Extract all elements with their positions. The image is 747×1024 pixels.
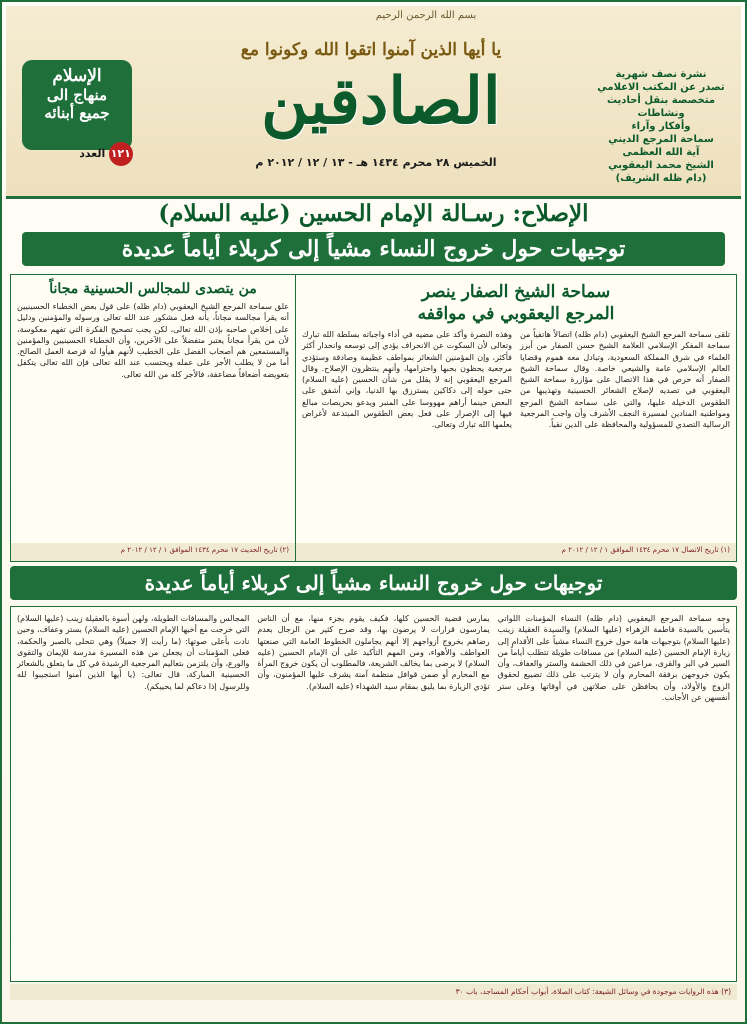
article-title: من يتصدى للمجالس الحسينية مجاناً (49, 281, 257, 297)
article-footnote: (١) تاريخ الاتصال ١٧ محرم ١٤٣٤ الموافق ١ / ١٢ / ٢٠١٢ م (296, 543, 736, 561)
basmala: بسم الله الرحمن الرحيم (375, 10, 477, 21)
about-line: تصدر عن المكتب الاعلامي (597, 82, 725, 93)
masthead (6, 6, 741, 199)
article-column: وجه سماحة المرجع اليعقوبي (دام ظله) النساء المؤمنات اللواتي يتأسين بالسيدة فاطمة الزهراء (عليها السلام) والسيدة العقيلة زينب (عليها السلام) بتوجيهات هامة حول خروج النساء مشياً على الأقدام إلى زيارة الإمام الحسين (عليه السلام) من مسافات طويلة تتطلب أياماً من السير في البر والقرى، مراعين في ذلك الحشمة والستر والعفاف، وأن يكون خروجهن برفقة المحارم وأن لا يترتب على ذلك تضييع لحقوق الزوج والأولاد، وأن يحافظن على صلاتهن في أوقاتها وعلى ستر أنفسهن عن الأجانب. (497, 614, 730, 703)
article-column: تلقى سماحة المرجع الشيخ اليعقوبي (دام ظله) اتصالاً هاتفياً من سماحة المفكر الإسلامي العلامة الشيخ حسن الصفار من أبرز العلماء في شرق المملكة السعودية، وتبادل معه هموم وقضايا العالم الإسلامي عامة والشيعي خاصة. وقال سماحة الشيخ الصفار أنه حرص في هذا الاتصال على مؤازرة سماحة الشيخ اليعقوبي في تصديه لإصلاح الشعائر الحسينية وتهذيبها من الطقوس الدخيلة عليها، والتي على سماحة الشيخ المرجع ومواطنيه المنادين لمسيرة النجف الأشرف وأن واجب المرجعية الرسالية التصدي للمسؤولية والمحافظة على الدين نقياً. (520, 330, 730, 430)
issue-number-badge: ١٢١ (109, 142, 133, 166)
slogan-box (22, 60, 132, 150)
slogan-line: جميع أبنائه (44, 104, 110, 122)
about-line: آية الله العظمى (622, 147, 700, 158)
main-headline: الإصلاح: رسـالة الإمام الحسين (عليه السلام) (158, 200, 589, 227)
bottom-footnote: (٣) هذه الروايات موجودة في وسائل الشيعة: كتاب الصلاة، أبواب أحكام المساجد، باب ٣٠ (10, 984, 737, 1000)
about-line: (دام ظله الشريف) (615, 173, 707, 184)
slogan-line: الإسلام (52, 66, 102, 86)
article-title-line: سماحة الشيخ الصفار ينصر (421, 282, 611, 302)
issue-number (66, 142, 146, 166)
article-column: يمارس قضية الحسين كلها، فكيف يقوم بجزء منها، مع أن الناس يمارسون قرارات لا يرضون بها، وقد صرح كثير من الرجال بعدم رضاهم بخروج أزواجهم إلا أنهم يجاملون الخطوط العامة التي صنعتها العواطف والأهواء، ومن المهم التأكيد على أن الإمام الحسين (عليه السلام) لا يرضى بما يخالف الشريعة، فالمطلوب أن يكون خروج المرأة مع المحارم أو ضمن قوافل منظمة آمنة يشرف عليها المؤمنون، وأن تؤدي الزيارة بما يليق بمقام سيد الشهداء (عليه السلام). (257, 614, 490, 691)
bottom-headline: توجيهات حول خروج النساء مشياً إلى كربلاء أياماً عديدة (10, 566, 737, 600)
about-line: متخصصة بنقل أحاديث ونشاطات (606, 95, 716, 119)
article-column: وهذه النصرة وأكد على مضيه في أداء واجباته بسلطة الله تبارك وتعالى لأن السكوت عن الانحراف يؤدي إلى توسعه وانحدار أكثر فأكثر، وإن المؤمنين الشعائر بمواطف عظيمة وصادقة وستؤدي مرجعية يحظون بحبها واحترامها، وأنهم ينتظرون الإصلاح. وقال المرجع اليعقوبي إنه لا يقلل من شأن الحسين (عليه السلام) حتى حوله إلى دكاكين يسترزق بها الدنيا، وإني أشفق على البعض حينما أراهم مهووسا على المنبر ويدعو بحريصات مبالغ فيها إلى الإصرار على فعل بعض الطقوس المبتدعة لأغراض يعلمها الله تبارك وتعالى. (302, 330, 512, 430)
article-column: المجالس والمسافات الطويلة، ولهن أسوة بالعقيلة زينب (عليها السلام) التي خرجت مع أخيها الإمام الحسين (عليه السلام) بستر وعفاف، وحين نادت بأعلى صوتها: (ما رأيت إلا جميلاً) وهي تتحلى بالصبر والحكمة، فعلى المؤمنات أن يجعلن من هذه المسيرة مدرسة للإيمان والتقوى والورع، وأن يلتزمن بتعاليم المرجعية الرشيدة في كل ما يتعلق بالشعائر الحسينية المباركة، قال تعالى: (يا أيها الذين آمنوا استجيبوا لله وللرسول إذا دعاكم لما يحييكم). (17, 614, 250, 691)
about-line: الشيخ محمد اليعقوبي (608, 160, 714, 171)
article-title-line: المرجع اليعقوبي في مواقفه (417, 304, 615, 324)
sub-headline: توجيهات حول خروج النساء مشياً إلى كربلاء أياماً عديدة (22, 232, 725, 266)
article-title (296, 275, 736, 325)
article-footnote: (٢) تاريخ الحديث ١٧ محرم ١٤٣٤ الموافق ١ / ١٢ / ٢٠١٢ م (11, 543, 295, 561)
article-body (296, 325, 736, 435)
about-line: وأفكار وآراء (631, 121, 691, 132)
issue-label: العدد (79, 147, 106, 160)
slogan-line: منهاج الى (46, 86, 108, 104)
article-saffar (295, 274, 737, 562)
article-women-walk (10, 606, 737, 982)
about-line: نشرة نصف شهرية (615, 69, 707, 80)
about-box (591, 68, 731, 185)
issue-date: الخميس ٢٨ محرم ١٤٣٤ هـ - ١٣ / ١٢ / ٢٠١٢ م (255, 156, 497, 169)
article-body: علق سماحة المرجع الشيخ اليعقوبي (دام ظله) على قول بعض الخطباء الحسينيين أنه يقرأ مجالسه مجاناً، بأنه فعل مشكور عند الله تعالى ورسوله والمؤمنين ودليل على إخلاص صاحبه بإذن الله تعالى، لكن يجب تصحيح الفكرة التي تفهم معكوسة، لأن من يقرأ مجاناً يعتبر متفضلاً على الآخرين، وأن الخطباء الحسينيين والمؤمنين والمستمعين هم أصحاب الفضل على الخطيب لأنهم هيأوا له فرصة العمل الصالح. أما من لا يطلب الأجر على عمله ويحتسب عند الله تعالى فإن الله تعالى يتكفل بتعويضه أضعافاً مضاعفة، فالأجر كله من الله تعالى. (17, 302, 289, 379)
masthead-verse: يا أيها الذين آمنوا اتقوا الله وكونوا مع (240, 40, 502, 60)
newsletter-logo: الصادقين (261, 64, 501, 139)
article-free-majalis (10, 274, 296, 562)
about-line: سماحة المرجع الديني (608, 134, 714, 145)
